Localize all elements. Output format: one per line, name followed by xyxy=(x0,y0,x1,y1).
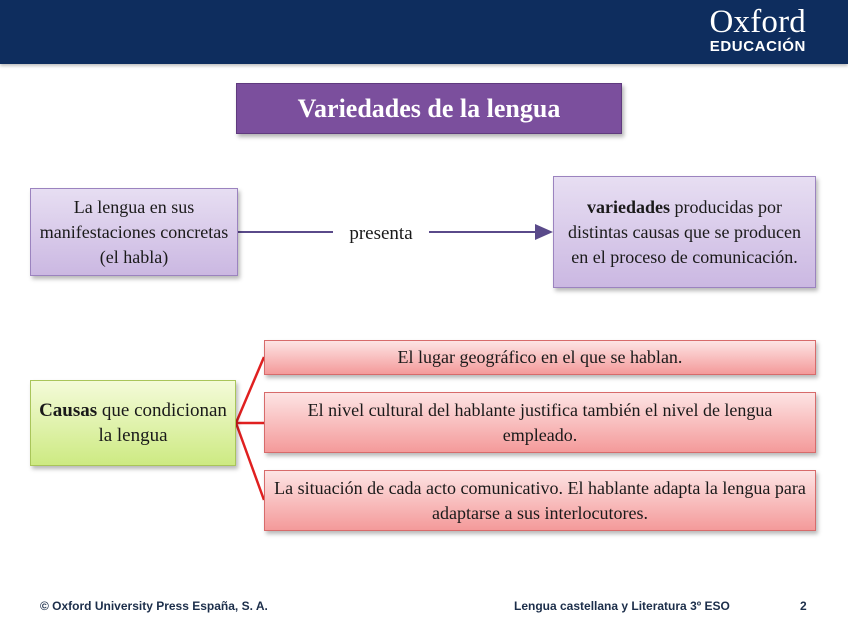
cause-item-geografico xyxy=(264,340,816,375)
brand-logo-subtitle: EDUCACIÓN xyxy=(709,38,806,55)
causas-bold: Causas xyxy=(39,400,98,421)
causas-text xyxy=(37,398,229,448)
cause-item-text: La situación de cada acto comunicativo. El hablante adapta la lengua para adaptarse a sus interlocutores. xyxy=(274,477,806,523)
presenta-label: presenta xyxy=(333,221,429,247)
footer-course: Lengua castellana y Literatura 3º ESO xyxy=(514,599,730,613)
cause-link-1 xyxy=(236,357,264,423)
lengua-habla-text: La lengua en sus manifestaciones concretas (el habla) xyxy=(39,196,229,267)
causas-box xyxy=(30,380,236,466)
variedades-box xyxy=(553,176,816,288)
variedades-rest: producidas por distintas causas que se producen en el proceso de comunicación. xyxy=(568,196,801,267)
cause-item-situacion xyxy=(264,470,816,531)
cause-item-text: El lugar geográfico en el que se hablan. xyxy=(397,347,683,367)
footer-page-number: 2 xyxy=(800,599,807,613)
variedades-text xyxy=(560,195,809,270)
cause-item-text: El nivel cultural del hablante justifica también el nivel de lengua empleado. xyxy=(307,399,773,445)
variedades-bold: variedades xyxy=(587,196,670,217)
cause-item-cultural xyxy=(264,392,816,453)
cause-link-3 xyxy=(236,423,264,500)
brand-logo-name: Oxford xyxy=(709,4,806,40)
footer-copyright: © Oxford University Press España, S. A. xyxy=(40,599,268,613)
slide-title: Variedades de la lengua xyxy=(236,83,622,134)
causas-rest: que condicionan la lengua xyxy=(97,400,227,446)
lengua-habla-box xyxy=(30,188,238,276)
